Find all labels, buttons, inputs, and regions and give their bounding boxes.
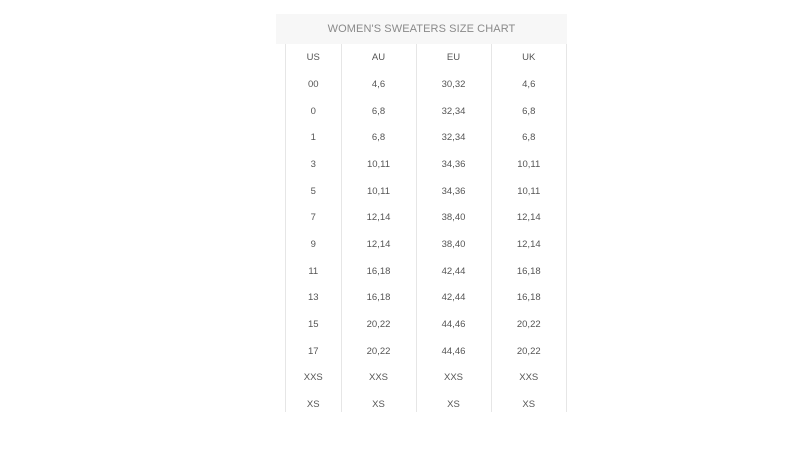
column-header-uk: UK [491, 44, 566, 71]
table-cell-us: XS [306, 399, 320, 411]
table-cell-uk: 20,22 [491, 311, 566, 338]
table-cell-au: 6,8 [341, 124, 416, 151]
table-cell-uk: 6,8 [491, 98, 566, 125]
table-body [286, 71, 566, 412]
table-cell-us: 00 [307, 78, 319, 90]
table-cell-au: 20,22 [341, 338, 416, 365]
table-cell-eu: 38,40 [416, 204, 491, 231]
table-cell-au: 12,14 [341, 204, 416, 231]
size-chart [276, 14, 567, 412]
table-cell-au: 12,14 [341, 231, 416, 258]
table-row [286, 338, 566, 365]
table-cell-eu: XS [416, 391, 491, 412]
table-cell-eu: 42,44 [416, 285, 491, 312]
table-row [286, 151, 566, 178]
table-row [286, 285, 566, 312]
table-cell-uk: 6,8 [491, 124, 566, 151]
table-cell-eu: 32,34 [416, 98, 491, 125]
table-cell-eu: XXS [416, 365, 491, 392]
table-cell-uk: 10,11 [491, 178, 566, 205]
table-cell-uk: 16,18 [491, 258, 566, 285]
table-cell-au: 16,18 [341, 285, 416, 312]
table-cell-us: 13 [307, 292, 319, 304]
table-row [286, 98, 566, 125]
table-cell-eu: 34,36 [416, 151, 491, 178]
table-cell-eu: 44,46 [416, 311, 491, 338]
table-cell-au: 16,18 [341, 258, 416, 285]
table-cell-uk: 10,11 [491, 151, 566, 178]
size-table-container [285, 44, 567, 412]
table-cell-uk: 12,14 [491, 231, 566, 258]
table-cell-au: 10,11 [341, 178, 416, 205]
table-header-row [286, 44, 566, 71]
table-cell-eu: 44,46 [416, 338, 491, 365]
table-cell-uk: 4,6 [491, 71, 566, 98]
table-row [286, 204, 566, 231]
table-cell-us: 15 [307, 319, 319, 331]
table-cell-eu: 42,44 [416, 258, 491, 285]
table-row [286, 311, 566, 338]
table-cell-uk: 12,14 [491, 204, 566, 231]
table-cell-au: 10,11 [341, 151, 416, 178]
table-cell-uk: 16,18 [491, 285, 566, 312]
table-cell-au: 20,22 [341, 311, 416, 338]
table-cell-au: XXS [341, 365, 416, 392]
table-cell-us: 11 [308, 265, 319, 277]
table-cell-us: 17 [307, 345, 319, 357]
table-cell-us: XXS [303, 372, 323, 384]
table-cell-eu: 34,36 [416, 178, 491, 205]
table-cell-us: 7 [310, 212, 316, 224]
table-row [286, 124, 566, 151]
table-row [286, 231, 566, 258]
table-cell-eu: 30,32 [416, 71, 491, 98]
table-row [286, 365, 566, 392]
table-row [286, 178, 566, 205]
table-cell-au: 6,8 [341, 98, 416, 125]
table-cell-us: 1 [310, 132, 316, 144]
chart-title: WOMEN'S SWEATERS SIZE CHART [276, 14, 567, 44]
table-row [286, 391, 566, 412]
table-cell-us: 5 [310, 185, 316, 197]
table-cell-uk: XS [491, 391, 566, 412]
column-header-eu: EU [416, 44, 491, 71]
table-row [286, 71, 566, 98]
size-table [286, 44, 566, 412]
column-header-us: US [306, 52, 320, 63]
table-cell-au: XS [341, 391, 416, 412]
table-cell-uk: XXS [491, 365, 566, 392]
table-cell-us: 3 [310, 158, 316, 170]
table-cell-us: 9 [310, 238, 316, 250]
table-cell-us: 0 [310, 105, 316, 117]
table-cell-eu: 32,34 [416, 124, 491, 151]
table-cell-eu: 38,40 [416, 231, 491, 258]
table-cell-uk: 20,22 [491, 338, 566, 365]
column-header-au: AU [341, 44, 416, 71]
table-row [286, 258, 566, 285]
table-cell-au: 4,6 [341, 71, 416, 98]
